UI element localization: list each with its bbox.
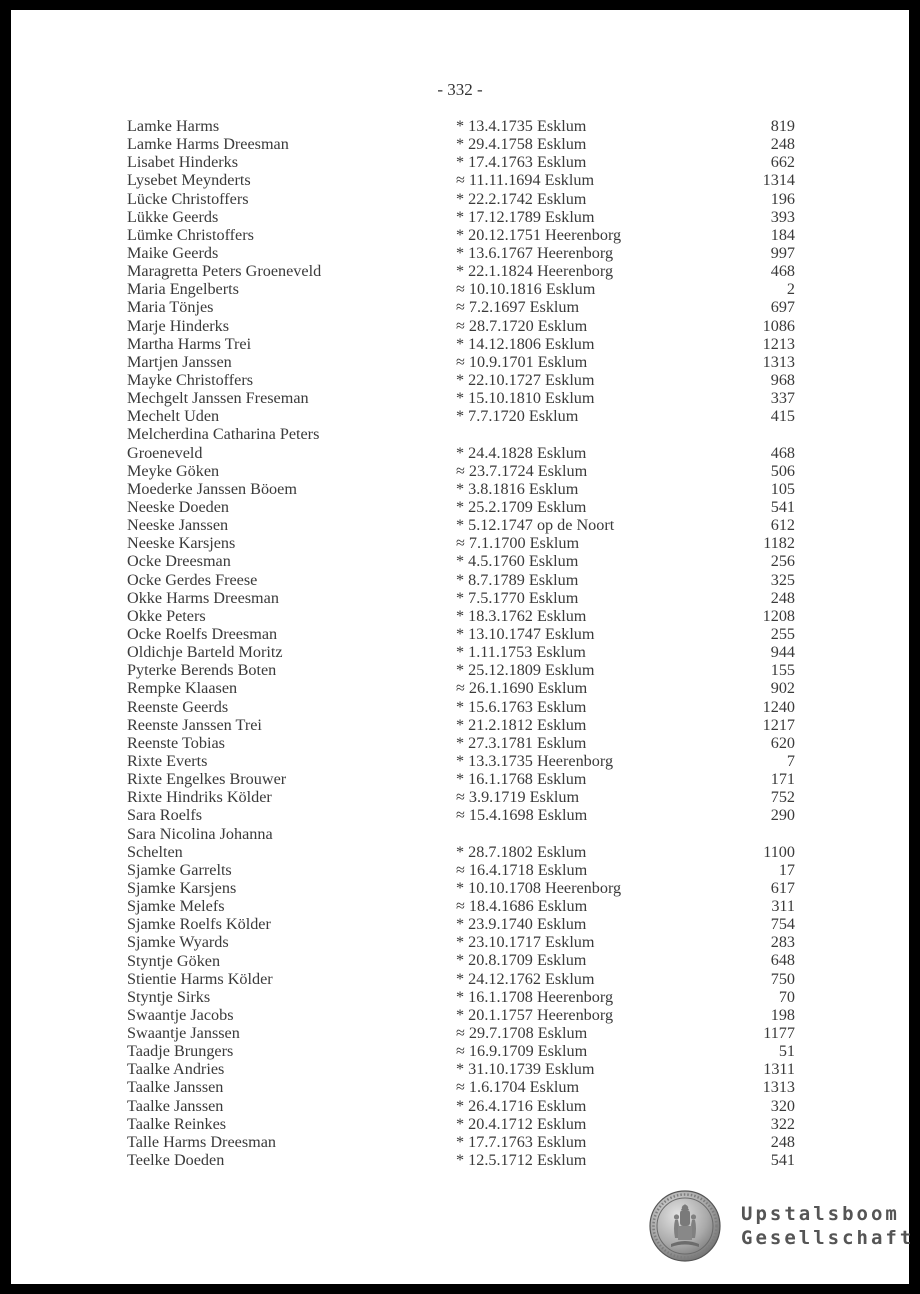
register-entry	[127, 607, 795, 625]
register-entry	[127, 552, 795, 570]
person-name	[127, 1042, 447, 1060]
person-name	[127, 298, 447, 316]
register-entry	[127, 1097, 795, 1115]
birth-date: ≈ 7.1.1700 Esklum	[456, 534, 580, 553]
person-name-line: Neeske Karsjens	[127, 534, 236, 553]
person-name-line: Lümke Christoffers	[127, 225, 254, 244]
reference-number: 902	[770, 679, 795, 698]
person-name-line: Swaantje Jacobs	[127, 1005, 234, 1024]
register-entry	[127, 571, 795, 589]
person-name	[127, 1060, 447, 1078]
person-name-line: Sjamke Roelfs Kölder	[127, 915, 271, 934]
register-entry	[127, 1115, 795, 1133]
person-name-line: Taadje Brungers	[127, 1042, 234, 1061]
person-name	[127, 879, 447, 897]
birth-date: ≈ 7.2.1697 Esklum	[456, 298, 580, 317]
person-name	[127, 788, 447, 806]
person-name	[127, 1024, 447, 1042]
person-name	[127, 933, 447, 951]
person-name-line: Rixte Hindriks Kölder	[127, 788, 272, 807]
person-name	[127, 135, 447, 153]
birth-date: ≈ 16.4.1718 Esklum	[456, 860, 588, 879]
birth-date: * 18.3.1762 Esklum	[456, 606, 587, 625]
birth-date: * 23.9.1740 Esklum	[456, 915, 587, 934]
person-name-line: Pyterke Berends Boten	[127, 661, 277, 680]
birth-date: * 25.12.1809 Esklum	[456, 661, 595, 680]
person-name	[127, 1133, 447, 1151]
person-name	[127, 716, 447, 734]
person-name-line: Okke Peters	[127, 606, 206, 625]
birth-date: * 17.12.1789 Esklum	[456, 207, 595, 226]
reference-number: 1182	[763, 534, 795, 553]
person-name	[127, 262, 447, 280]
person-name	[127, 353, 447, 371]
person-name	[127, 335, 447, 353]
person-name	[127, 1078, 447, 1096]
reference-number: 752	[770, 788, 795, 807]
register-entry	[127, 135, 795, 153]
reference-number: 506	[770, 461, 795, 480]
person-name-line: Taalke Andries	[127, 1060, 225, 1079]
person-name	[127, 915, 447, 933]
register-entry	[127, 1042, 795, 1060]
reference-number: 248	[770, 588, 795, 607]
birth-date: * 17.4.1763 Esklum	[456, 153, 587, 172]
person-name-line: Lücke Christoffers	[127, 189, 249, 208]
upstalsboom-logo	[649, 1190, 915, 1262]
register-entry	[127, 317, 795, 335]
person-name-line: Talle Harms Dreesman	[127, 1132, 276, 1151]
reference-number: 750	[770, 969, 795, 988]
person-name	[127, 317, 447, 335]
register-entry	[127, 462, 795, 480]
person-name	[127, 190, 447, 208]
reference-number: 944	[770, 643, 795, 662]
register-entry	[127, 770, 795, 788]
register-entry	[127, 897, 795, 915]
reference-number: 184	[770, 225, 795, 244]
birth-date: ≈ 29.7.1708 Esklum	[456, 1024, 588, 1043]
person-name	[127, 1115, 447, 1133]
reference-number: 1314	[762, 171, 795, 190]
register-entry	[127, 861, 795, 879]
reference-number: 155	[770, 661, 795, 680]
birth-date: ≈ 11.11.1694 Esklum	[456, 171, 595, 190]
birth-date: * 15.6.1763 Esklum	[456, 697, 587, 716]
birth-date: ≈ 15.4.1698 Esklum	[456, 806, 588, 825]
person-name-line: Ocke Dreesman	[127, 552, 231, 571]
person-name	[127, 861, 447, 879]
birth-date: * 24.12.1762 Esklum	[456, 969, 595, 988]
reference-number: 697	[770, 298, 795, 317]
birth-date: * 16.1.1708 Heerenborg	[456, 987, 614, 1006]
person-name	[127, 516, 447, 534]
register-entry	[127, 480, 795, 498]
birth-date: ≈ 23.7.1724 Esklum	[456, 461, 588, 480]
register-entry	[127, 1006, 795, 1024]
person-name	[127, 226, 447, 244]
birth-date: * 21.2.1812 Esklum	[456, 715, 587, 734]
person-name	[127, 534, 447, 552]
person-name	[127, 752, 447, 770]
person-name-line: Sjamke Karsjens	[127, 878, 237, 897]
birth-date: * 8.7.1789 Esklum	[456, 570, 579, 589]
register-entry	[127, 262, 795, 280]
person-name	[127, 389, 447, 407]
reference-number: 620	[770, 733, 795, 752]
birth-date: * 29.4.1758 Esklum	[456, 135, 587, 154]
birth-date: * 20.8.1709 Esklum	[456, 951, 587, 970]
register-entry	[127, 806, 795, 824]
person-name-line: Sjamke Melefs	[127, 897, 225, 916]
person-name-line: Okke Harms Dreesman	[127, 588, 279, 607]
reference-number: 415	[770, 407, 795, 426]
person-name-line-2: Groeneveld	[127, 443, 203, 462]
register-entry	[127, 970, 795, 988]
logo-line-2: Gesellschaft	[741, 1227, 915, 1249]
person-name	[127, 698, 447, 716]
reference-number: 2	[786, 280, 795, 299]
register-entry	[127, 389, 795, 407]
logo-line-1: Upstalsboom	[741, 1203, 900, 1225]
person-name-line: Martjen Janssen	[127, 352, 232, 371]
person-name	[127, 407, 447, 425]
reference-number: 70	[778, 987, 795, 1006]
birth-date: * 26.4.1716 Esklum	[456, 1096, 587, 1115]
person-name	[127, 952, 447, 970]
person-name-line: Sara Nicolina Johanna	[127, 824, 273, 843]
register-entry	[127, 498, 795, 516]
document-page	[11, 10, 915, 1284]
register-entry	[127, 1133, 795, 1151]
person-name-line: Taalke Reinkes	[127, 1114, 227, 1133]
birth-date: * 17.7.1763 Esklum	[456, 1132, 587, 1151]
birth-date: * 3.8.1816 Esklum	[456, 479, 579, 498]
person-name	[127, 425, 447, 461]
register-entry	[127, 952, 795, 970]
person-name-line: Reenste Geerds	[127, 697, 229, 716]
register-entry	[127, 716, 795, 734]
reference-number: 51	[778, 1042, 795, 1061]
person-name-line: Maike Geerds	[127, 243, 219, 262]
register-entry	[127, 698, 795, 716]
reference-number: 248	[770, 1132, 795, 1151]
register-entry	[127, 879, 795, 897]
person-name-line: Taalke Janssen	[127, 1078, 224, 1097]
birth-date: * 23.10.1717 Esklum	[456, 933, 595, 952]
reference-number: 468	[770, 262, 795, 281]
reference-number: 325	[770, 570, 795, 589]
register-entry	[127, 117, 795, 135]
reference-number: 1240	[762, 697, 795, 716]
birth-date: * 13.4.1735 Esklum	[456, 116, 587, 135]
birth-date: * 4.5.1760 Esklum	[456, 552, 579, 571]
register-entry	[127, 679, 795, 697]
birth-date: ≈ 10.9.1701 Esklum	[456, 352, 588, 371]
birth-date: * 13.6.1767 Heerenborg	[456, 243, 614, 262]
logo-wordmark	[741, 1202, 914, 1250]
register-entry	[127, 244, 795, 262]
reference-number: 541	[770, 1151, 795, 1170]
register-entry	[127, 589, 795, 607]
person-name-line: Ocke Gerdes Freese	[127, 570, 258, 589]
reference-number: 1213	[762, 334, 795, 353]
person-name-line: Taalke Janssen	[127, 1096, 224, 1115]
person-name	[127, 171, 447, 189]
reference-number: 198	[770, 1005, 795, 1024]
register-entry	[127, 1151, 795, 1169]
person-name-line: Martha Harms Trei	[127, 334, 252, 353]
person-name	[127, 153, 447, 171]
register-entry	[127, 1024, 795, 1042]
reference-number: 283	[770, 933, 795, 952]
person-name-line: Ocke Roelfs Dreesman	[127, 624, 278, 643]
person-name	[127, 552, 447, 570]
register-entry	[127, 1060, 795, 1078]
register-entry	[127, 516, 795, 534]
register-entry	[127, 407, 795, 425]
person-name	[127, 1006, 447, 1024]
register-entry	[127, 661, 795, 679]
birth-date: * 12.5.1712 Esklum	[456, 1151, 587, 1170]
person-name-line: Reenste Tobias	[127, 733, 225, 752]
person-name-line: Styntje Sirks	[127, 987, 211, 1006]
birth-date: * 20.12.1751 Heerenborg	[456, 225, 622, 244]
birth-date: * 1.11.1753 Esklum	[456, 643, 586, 662]
reference-number: 997	[770, 243, 795, 262]
register-entry	[127, 153, 795, 171]
person-name-line: Neeske Janssen	[127, 516, 229, 535]
reference-number: 648	[770, 951, 795, 970]
reference-number: 320	[770, 1096, 795, 1115]
birth-date: * 7.5.1770 Esklum	[456, 588, 579, 607]
register-entry	[127, 425, 795, 461]
birth-date: ≈ 18.4.1686 Esklum	[456, 897, 588, 916]
reference-number: 255	[770, 624, 795, 643]
person-name-line: Teelke Doeden	[127, 1151, 225, 1170]
person-name-line: Lamke Harms	[127, 117, 220, 135]
register-entry	[127, 534, 795, 552]
person-name-line: Rixte Everts	[127, 751, 208, 770]
birth-date: * 31.10.1739 Esklum	[456, 1060, 595, 1079]
birth-date: * 28.7.1802 Esklum	[456, 842, 587, 861]
reference-number: 337	[770, 389, 795, 408]
reference-number: 1208	[762, 606, 795, 625]
register-entry	[127, 933, 795, 951]
reference-number: 171	[770, 770, 795, 789]
person-name-line: Marje Hinderks	[127, 316, 230, 335]
register-entry	[127, 353, 795, 371]
reference-number: 7	[786, 751, 795, 770]
register-entry	[127, 226, 795, 244]
birth-date: ≈ 10.10.1816 Esklum	[456, 280, 596, 299]
reference-number: 1177	[763, 1024, 795, 1043]
register-entry	[127, 988, 795, 1006]
person-name-line: Styntje Göken	[127, 951, 221, 970]
person-name	[127, 208, 447, 226]
person-name	[127, 806, 447, 824]
birth-date: * 22.10.1727 Esklum	[456, 370, 595, 389]
person-name	[127, 825, 447, 861]
birth-date: * 14.12.1806 Esklum	[456, 334, 595, 353]
person-name-line: Lisabet Hinderks	[127, 153, 239, 172]
reference-number: 612	[770, 516, 795, 535]
person-name	[127, 988, 447, 1006]
reference-number: 1086	[762, 316, 795, 335]
person-name	[127, 571, 447, 589]
register-entry	[127, 208, 795, 226]
register-entry	[127, 171, 795, 189]
register-entry	[127, 1078, 795, 1096]
person-name	[127, 480, 447, 498]
person-name	[127, 734, 447, 752]
birth-date: ≈ 1.6.1704 Esklum	[456, 1078, 580, 1097]
reference-number: 290	[770, 806, 795, 825]
birth-date: ≈ 26.1.1690 Esklum	[456, 679, 588, 698]
person-name	[127, 280, 447, 298]
register-entry	[127, 335, 795, 353]
birth-date: * 20.1.1757 Heerenborg	[456, 1005, 614, 1024]
reference-number: 662	[770, 153, 795, 172]
person-name-line: Rempke Klaasen	[127, 679, 238, 698]
reference-number: 256	[770, 552, 795, 571]
person-name-line: Lükke Geerds	[127, 207, 219, 226]
reference-number: 248	[770, 135, 795, 154]
reference-number: 322	[770, 1114, 795, 1133]
seal-icon	[649, 1190, 721, 1262]
birth-date: * 24.4.1828 Esklum	[456, 443, 587, 462]
person-name	[127, 1097, 447, 1115]
birth-date: * 27.3.1781 Esklum	[456, 733, 587, 752]
birth-date: ≈ 16.9.1709 Esklum	[456, 1042, 588, 1061]
register-entry	[127, 190, 795, 208]
person-name	[127, 462, 447, 480]
reference-number: 105	[770, 479, 795, 498]
person-name-line: Oldichje Barteld Moritz	[127, 643, 283, 662]
reference-number: 1313	[762, 352, 795, 371]
person-name-line: Sjamke Wyards	[127, 933, 229, 952]
person-name-line: Lamke Harms Dreesman	[127, 135, 289, 154]
reference-number: 617	[770, 878, 795, 897]
reference-number: 468	[770, 443, 795, 462]
birth-date: * 5.12.1747 op de Noort	[456, 516, 615, 535]
person-name	[127, 244, 447, 262]
person-name-line: Meyke Göken	[127, 461, 220, 480]
person-name-line: Swaantje Janssen	[127, 1024, 240, 1043]
register-entry	[127, 734, 795, 752]
birth-date: * 20.4.1712 Esklum	[456, 1114, 587, 1133]
reference-number: 196	[770, 189, 795, 208]
reference-number: 1311	[763, 1060, 795, 1079]
person-name	[127, 770, 447, 788]
birth-date: * 7.7.1720 Esklum	[456, 407, 579, 426]
person-name	[127, 607, 447, 625]
reference-number: 1217	[762, 715, 795, 734]
reference-number: 1313	[762, 1078, 795, 1097]
person-name-line: Maragretta Peters Groeneveld	[127, 262, 322, 281]
person-name-line: Maria Engelberts	[127, 280, 239, 299]
reference-number: 541	[770, 497, 795, 516]
reference-number: 819	[770, 116, 795, 135]
reference-number: 17	[778, 860, 795, 879]
birth-date: * 22.1.1824 Heerenborg	[456, 262, 614, 281]
register-entry	[127, 298, 795, 316]
person-name-line: Sara Roelfs	[127, 806, 203, 825]
register-entry	[127, 643, 795, 661]
birth-date: * 10.10.1708 Heerenborg	[456, 878, 622, 897]
person-name-line: Neeske Doeden	[127, 497, 230, 516]
person-name	[127, 117, 447, 135]
birth-date: ≈ 28.7.1720 Esklum	[456, 316, 588, 335]
birth-date: * 16.1.1768 Esklum	[456, 770, 587, 789]
page-number: - 332 -	[437, 80, 483, 99]
person-name	[127, 897, 447, 915]
birth-date: * 25.2.1709 Esklum	[456, 497, 587, 516]
birth-date: * 15.10.1810 Esklum	[456, 389, 595, 408]
person-name	[127, 625, 447, 643]
person-name-line: Sjamke Garrelts	[127, 860, 232, 879]
register-entry	[127, 371, 795, 389]
person-name	[127, 1151, 447, 1169]
reference-number: 311	[771, 897, 795, 916]
person-name-line: Moederke Janssen Böoem	[127, 479, 297, 498]
person-name-line: Mechgelt Janssen Freseman	[127, 389, 309, 408]
person-name	[127, 661, 447, 679]
register-entry	[127, 915, 795, 933]
person-name-line: Reenste Janssen Trei	[127, 715, 262, 734]
register-entry	[127, 625, 795, 643]
register-entry	[127, 825, 795, 861]
reference-number: 1100	[763, 842, 795, 861]
birth-date: * 22.2.1742 Esklum	[456, 189, 587, 208]
person-name-line-2: Schelten	[127, 842, 183, 861]
reference-number: 393	[770, 207, 795, 226]
person-name-line: Lysebet Meynderts	[127, 171, 251, 190]
person-name	[127, 970, 447, 988]
person-name-line: Maria Tönjes	[127, 298, 214, 317]
birth-date: * 13.3.1735 Heerenborg	[456, 751, 614, 770]
reference-number: 968	[770, 370, 795, 389]
register-entry	[127, 752, 795, 770]
person-name	[127, 498, 447, 516]
person-name-line: Mechelt Uden	[127, 407, 220, 426]
person-name-line: Mayke Christoffers	[127, 370, 254, 389]
person-name-line: Melcherdina Catharina Peters	[127, 425, 320, 444]
person-name-line: Rixte Engelkes Brouwer	[127, 770, 287, 789]
birth-date: * 13.10.1747 Esklum	[456, 624, 595, 643]
person-name-line: Stientie Harms Kölder	[127, 969, 273, 988]
register-entry	[127, 788, 795, 806]
name-register-list	[127, 117, 795, 1169]
person-name	[127, 371, 447, 389]
register-entry	[127, 280, 795, 298]
birth-date: ≈ 3.9.1719 Esklum	[456, 788, 580, 807]
person-name	[127, 643, 447, 661]
reference-number: 754	[770, 915, 795, 934]
person-name	[127, 679, 447, 697]
person-name	[127, 589, 447, 607]
